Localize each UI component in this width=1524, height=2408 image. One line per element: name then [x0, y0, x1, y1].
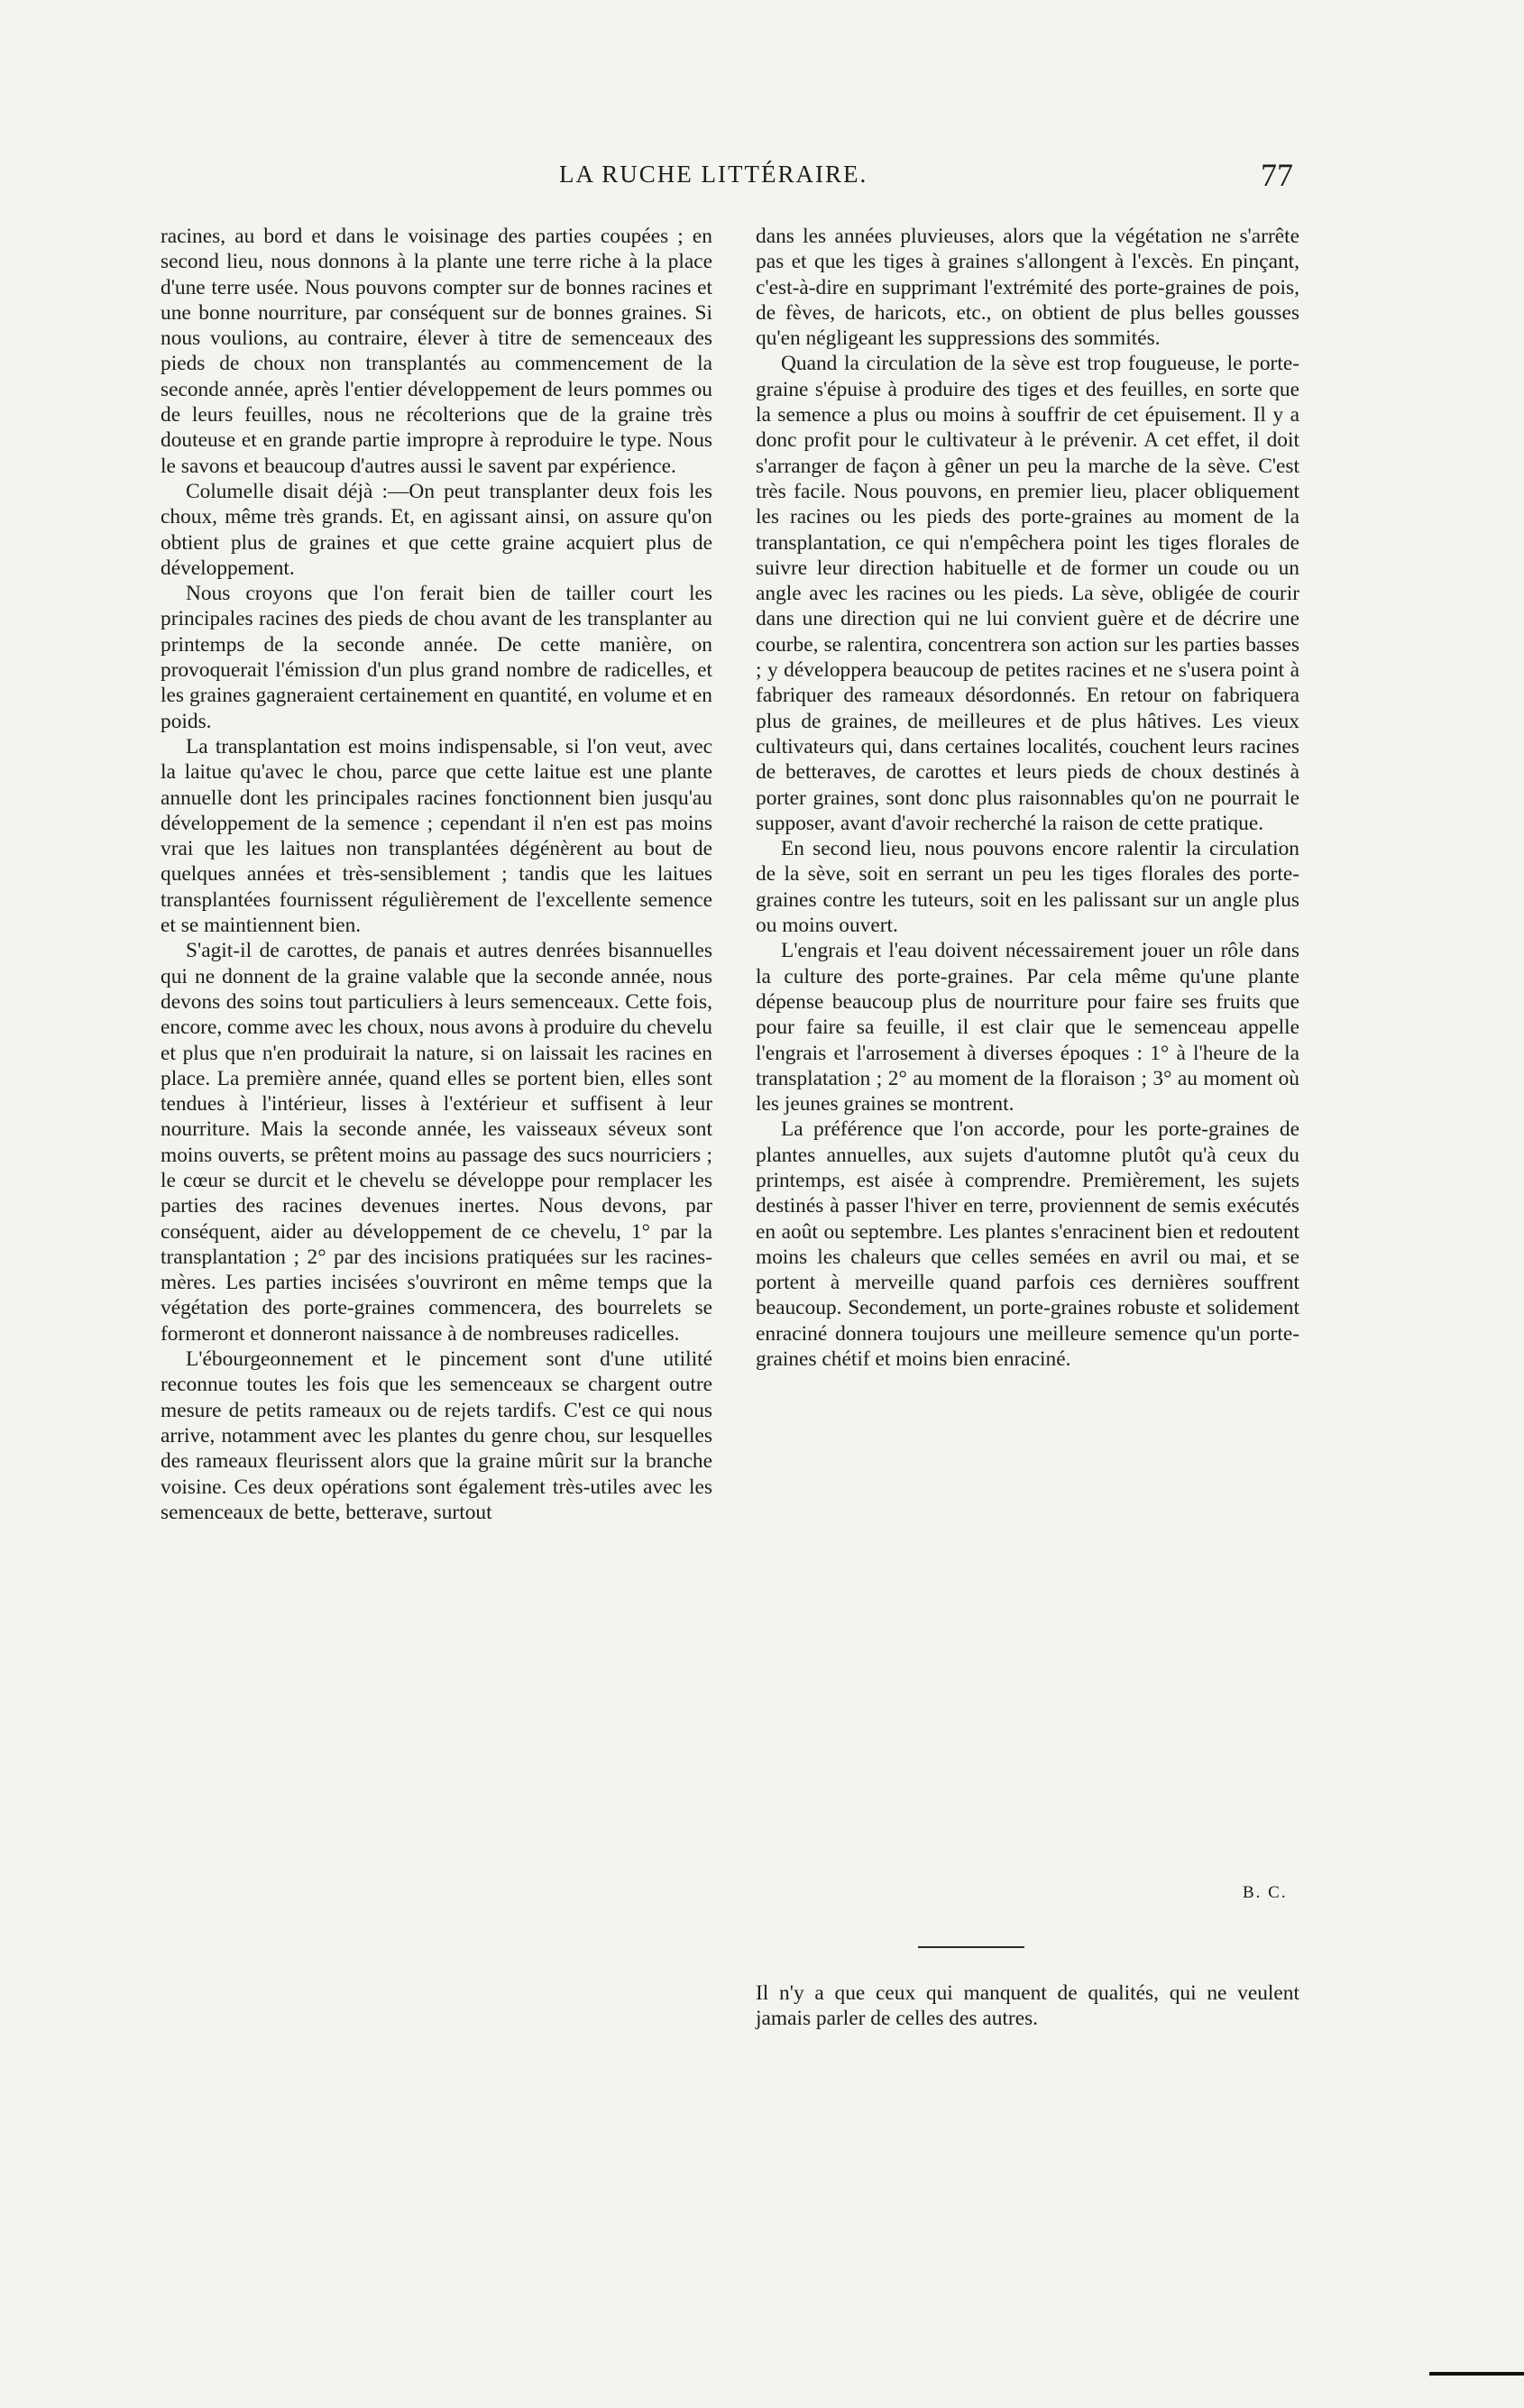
left-column [161, 224, 712, 1525]
right-column [756, 224, 1299, 1372]
paragraph: dans les années pluvieuses, alors que la végétation ne s'arrête pas et que les tiges à graines s'allongent à l'excès. En pinçant, c'est-à-dire en supprimant l'extrémité des porte-graines de pois, de fèves, de haricots, etc., on obtient de plus belles gousses qu'en négligeant les suppressions des sommités. [756, 225, 1299, 351]
paragraph: L'engrais et l'eau doivent nécessairement jouer un rôle dans la culture des porte-graines. Par cela même qu'une plante dépense beaucoup plus de nourriture pour faire ses fruits que pour faire sa feuille, il est clair que le semenceau appelle l'engrais et l'arrosement à diverses époques : 1° à l'heure de la transplatation ; 2° au moment de la floraison ; 3° au moment où les jeunes graines se montrent. [756, 939, 1299, 1117]
maxim-text: Il n'y a que ceux qui manquent de qualités, qui ne veulent jamais parler de celles des autres. [756, 1981, 1299, 2031]
paragraph: L'ébourgeonnement et le pincement sont d'une utilité reconnue toutes les fois que les semenceaux se chargent outre mesure de petits rameaux ou de rejets tardifs. C'est ce qui nous arrive, notamment avec les plantes du genre chou, sur lesquelles des rameaux fleurissent alors que la graine mûrit sur la branche voisine. Ces deux opérations sont également très-utiles avec les semenceaux de bette, betterave, surtout [161, 1347, 712, 1524]
section-divider [918, 1946, 1024, 1948]
paragraph: La transplantation est moins indispensable, si l'on veut, avec la laitue qu'avec le chou, parce que cette laitue est une plante annuelle dont les principales racines fonctionnent bien jusqu'au développement de la semence ; cependant il n'en est pas moins vrai que les laitues non transplantées dégénèrent au bout de quelques années et très-sensiblement ; tandis que les laitues transplantées fournissent régulièrement de l'excellente semence et se maintiennent bien. [161, 734, 712, 938]
paragraph: racines, au bord et dans le voisinage des parties coupées ; en second lieu, nous donnons à la plante une terre riche à la place d'une terre usée. Nous pouvons compter sur de bonnes racines et une bonne nourriture, par conséquent sur de bonnes graines. Si nous voulions, au contraire, élever à titre de semenceaux des pieds de choux non transplantés au commencement de la seconde année, après l'entier développement de leurs pommes ou de leurs feuilles, nous ne récolterions que de la graine très douteuse et en grande partie impropre à reproduire le type. Nous le savons et beaucoup d'autres aussi le savent par expérience. [161, 225, 712, 478]
paragraph: Columelle disait déjà :—On peut transplanter deux fois les choux, même très grands. Et, en agissant ainsi, on assure qu'on obtient plus de graines et que cette graine acquiert plus de développement. [161, 479, 712, 580]
running-head [0, 157, 1524, 197]
running-title: LA RUCHE LITTÉRAIRE. [559, 161, 868, 188]
paragraph: La préférence que l'on accorde, pour les porte-graines de plantes annuelles, aux sujets d'automne plutôt qu'à ceux du printemps, est aisée à comprendre. Premièrement, les sujets destinés à passer l'hiver en terre, proviennent de semis exécutés en août ou septembre. Les plantes s'enracinent bien et redoutent moins les chaleurs que celles semées en avril ou mai, et se portent à merveille quand parfois ces dernières souffrent beaucoup. Secondement, un porte-graines robuste et solidement enraciné donnera toujours une meilleure semence qu'un porte-graines chétif et moins bien enraciné. [756, 1117, 1299, 1372]
page-edge-mark [1429, 2372, 1524, 2376]
author-signature: B. C. [1243, 1883, 1288, 1902]
paragraph: Quand la circulation de la sève est trop fougueuse, le porte-graine s'épuise à produire des tiges et des feuilles, en sorte que la semence a plus ou moins à souffrir de cet épuisement. Il y a donc profit pour le cultivateur à le prévenir. A cet effet, il doit s'arranger de façon à gêner un peu la marche de la sève. C'est très facile. Nous pouvons, en premier lieu, placer obliquement les racines ou les pieds des porte-graines au moment de la transplantation, ce qui n'empêchera point les tiges florales de suivre leur direction habituelle et de former un coude ou un angle avec les racines ou les pieds. La sève, obligée de courir dans une direction qui ne lui convient guère et de décrire une courbe, se ralentira, concentrera son action sur les parties basses ; y développera beaucoup de petites racines et ne s'usera point à fabriquer des rameaux désordonnés. En retour on fabriquera plus de graines, de meilleures et de plus hâtives. Les vieux cultivateurs qui, dans certaines localités, couchent leurs racines de betteraves, de carottes et leurs pieds de choux destinés à porter graines, sont donc plus raisonnables qu'on ne pourrait le supposer, avant d'avoir recherché la raison de cette pratique. [756, 352, 1299, 835]
paragraph: Nous croyons que l'on ferait bien de tailler court les principales racines des pieds de chou avant de les transplanter au printemps de la seconde année. De cette manière, on provoquerait l'émission d'un plus grand nombre de radicelles, et les graines gagneraient certainement en quantité, en volume et en poids. [161, 582, 712, 733]
paragraph: En second lieu, nous pouvons encore ralentir la circulation de la sève, soit en serrant un peu les tiges florales des porte-graines contre les tuteurs, soit en les palissant sur un angle plus ou moins ouvert. [756, 837, 1299, 938]
page-number: 77 [1261, 157, 1293, 193]
paragraph: S'agit-il de carottes, de panais et autres denrées bisannuelles qui ne donnent de la graine valable que la seconde année, nous devons des soins tout particuliers à leurs semenceaux. Cette fois, encore, comme avec les choux, nous avons à produire du chevelu et plus que n'en produirait la nature, si on laissait les racines en place. La première année, quand elles se portent bien, elles sont tendues à l'intérieur, lisses à l'extérieur et suffisent à leur nourriture. Mais la seconde année, les vaisseaux séveux sont moins ouverts, se prêtent moins au passage des sucs nourriciers ; le cœur se durcit et le chevelu se développe pour remplacer les parties des racines devenues inertes. Nous devons, par conséquent, aider au développement de ce chevelu, 1° par la transplantation ; 2° par des incisions pratiquées sur les racines-mères. Les parties incisées s'ouvriront en même temps que la végétation des porte-graines commencera, des bourrelets se formeront et donneront naissance à de nombreuses radicelles. [161, 939, 712, 1346]
